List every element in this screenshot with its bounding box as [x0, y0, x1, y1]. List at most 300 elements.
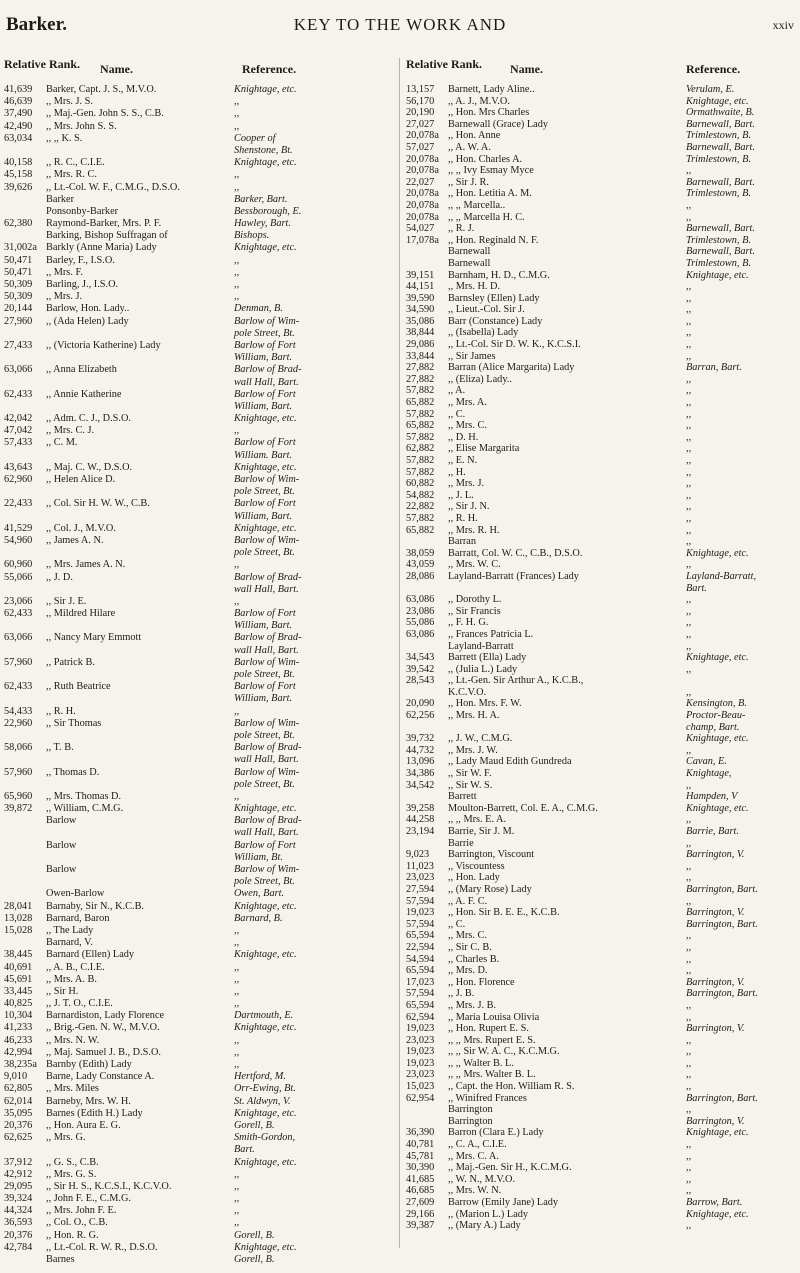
reference-cell: William, Bart.	[234, 352, 293, 364]
rank-cell: 19,023	[406, 1057, 435, 1069]
name-cell: ,, R. J.	[448, 223, 475, 235]
reference-cell: ,,	[234, 1034, 240, 1046]
entry-row	[4, 157, 394, 169]
entry-row	[406, 1151, 796, 1163]
name-cell: ,, Hon. Anne	[448, 130, 501, 142]
entry-row	[4, 340, 394, 352]
name-cell: Barnett, Lady Aline..	[448, 84, 535, 95]
entry-row	[406, 594, 796, 606]
name-cell: ,, Dorothy L.	[448, 594, 502, 606]
entry-row	[4, 450, 394, 462]
entry-row	[406, 838, 796, 850]
reference-cell: Knightage, etc.	[234, 1241, 297, 1253]
entry-row	[406, 641, 796, 653]
rank-cell: 65,594	[406, 930, 435, 942]
reference-cell: Knightage, etc.	[234, 949, 297, 961]
rank-cell: 33,445	[4, 985, 33, 997]
rank-cell: 57,882	[406, 466, 435, 478]
entry-row	[406, 536, 796, 548]
reference-cell: ,,	[686, 744, 692, 756]
reference-cell: Barlow of Wim-	[234, 717, 300, 729]
rank-cell: 45,691	[4, 973, 33, 985]
reference-cell: ,,	[686, 1069, 692, 1081]
name-cell: ,, A. B., C.I.E.	[46, 961, 105, 973]
rank-cell: 57,882	[406, 385, 435, 397]
rank-cell: 65,960	[4, 790, 33, 802]
rank-cell: 29,086	[406, 339, 435, 351]
name-cell: ,, Lt.-Col. W. F., C.M.G., D.S.O.	[46, 181, 180, 193]
name-cell: ,, Sir J. R.	[448, 176, 489, 188]
rank-cell: 62,805	[4, 1083, 33, 1095]
reference-cell: wall Hall, Bart.	[234, 583, 299, 595]
reference-cell: ,,	[686, 443, 692, 455]
name-cell: ,, Mrs. C.	[448, 420, 487, 432]
entry-row	[406, 872, 796, 884]
reference-cell: William, Bart.	[234, 510, 293, 522]
entry-row	[406, 362, 796, 374]
entry-row	[4, 949, 394, 961]
reference-cell: Bishops.	[234, 230, 270, 242]
name-cell: Barnardiston, Lady Florence	[46, 1010, 165, 1022]
name-cell: ,, Mrs. J. B.	[448, 999, 497, 1011]
reference-cell: Barlow of Fort	[234, 339, 296, 351]
rank-cell: 20,376	[4, 1229, 33, 1241]
rank-cell: 50,471	[4, 254, 33, 266]
entry-row	[4, 389, 394, 401]
name-cell: ,, Sir James	[448, 350, 496, 362]
rank-cell: 42,912	[4, 1168, 33, 1180]
name-cell: Barnard, Baron	[46, 912, 110, 924]
entry-row	[4, 1022, 394, 1034]
name-cell: ,, J. T. O., C.I.E.	[46, 998, 113, 1010]
reference-cell: Trimlestown, B.	[686, 234, 751, 246]
entry-row	[406, 1127, 796, 1139]
name-cell: ,, Lt.-Col. Sir D. W. K., K.C.S.I.	[448, 339, 581, 351]
name-cell: ,, C. A., C.I.E.	[448, 1139, 507, 1151]
rank-cell: 38,844	[406, 327, 435, 339]
rank-cell: 37,912	[4, 1156, 33, 1168]
rank-cell: 28,041	[4, 900, 33, 912]
rank-cell: 13,157	[406, 84, 435, 95]
name-cell: Barne, Lady Constance A.	[46, 1071, 155, 1083]
entry-row	[406, 583, 796, 595]
rank-cell: 63,086	[406, 594, 435, 606]
name-cell: Barrett (Ella) Lady	[448, 652, 527, 664]
reference-cell: ,,	[686, 373, 692, 385]
rank-cell: 57,960	[4, 766, 33, 778]
name-cell: Barnewall	[448, 257, 491, 269]
name-cell: ,, Mrs. H. D.	[448, 281, 501, 293]
entry-row	[4, 145, 394, 157]
reference-cell: ,,	[686, 339, 692, 351]
name-cell: ,, ,, Marcella..	[448, 199, 506, 211]
reference-cell: ,,	[234, 1193, 240, 1205]
name-cell: ,, Sir Francis	[448, 605, 501, 617]
reference-cell: Hawley, Bart.	[234, 218, 291, 230]
name-cell: ,, Mrs. G.	[46, 1132, 86, 1144]
rank-cell: 23,066	[4, 595, 33, 607]
rank-cell: 23,086	[406, 605, 435, 617]
rank-cell: 22,882	[406, 501, 435, 513]
reference-cell: Barlow of Fort	[234, 839, 296, 851]
entry-row	[4, 169, 394, 181]
reference-cell: pole Street, Bt.	[234, 547, 295, 559]
entry-row	[4, 413, 394, 425]
entry-row	[406, 443, 796, 455]
rank-cell: 63,066	[4, 632, 33, 644]
rank-cell: 20,190	[406, 107, 435, 119]
name-cell: Barran (Alice Margarita) Lady	[448, 362, 575, 374]
entry-row	[4, 535, 394, 547]
rank-cell: 40,781	[406, 1139, 435, 1151]
name-cell: ,, Mrs. John F. E.	[46, 1205, 117, 1217]
reference-cell: Orr-Ewing, Bt.	[234, 1083, 296, 1095]
rank-cell: 9,023	[406, 849, 430, 861]
rank-cell: 54,027	[406, 223, 435, 235]
entry-row	[406, 96, 796, 108]
reference-cell: Barrington, V.	[686, 1115, 745, 1127]
name-cell: Barrow (Emily Jane) Lady	[448, 1197, 559, 1208]
reference-cell: Barrington, Bart.	[686, 1092, 758, 1104]
rank-cell: 57,594	[406, 895, 435, 907]
rank-cell: 39,590	[406, 292, 435, 304]
reference-cell: Knightage, etc.	[686, 802, 749, 814]
name-cell: ,, Lady Maud Edith Gundreda	[448, 756, 572, 768]
entry-row	[4, 1157, 394, 1169]
rank-cell: 20,078a	[406, 130, 439, 142]
entry-row	[4, 377, 394, 389]
name-cell: ,, Annie Katherine	[46, 388, 122, 400]
entry-row	[406, 212, 796, 224]
reference-cell: Dartmouth, E.	[234, 1010, 294, 1022]
reference-cell: Knightage, etc.	[686, 1127, 749, 1139]
name-cell: ,, C.	[448, 918, 466, 930]
reference-cell: ,,	[686, 860, 692, 872]
reference-header: Reference.	[686, 62, 741, 76]
name-cell: K.C.V.O.	[448, 686, 487, 698]
entry-row	[406, 119, 796, 131]
entry-row	[4, 669, 394, 681]
entry-row	[406, 270, 796, 282]
entry-row	[4, 1242, 394, 1254]
reference-cell: ,,	[686, 686, 692, 698]
reference-cell: pole Street, Bt.	[234, 876, 295, 888]
entry-row	[406, 803, 796, 815]
name-cell: Raymond-Barker, Mrs. P. F.	[46, 218, 162, 230]
reference-cell: Knightage, etc.	[234, 803, 297, 815]
entry-row	[406, 884, 796, 896]
entry-row	[406, 1035, 796, 1047]
name-cell: ,, F. H. G.	[448, 617, 489, 629]
reference-cell: Barrington, V.	[686, 907, 745, 919]
rank-cell: 50,471	[4, 266, 33, 278]
name-cell: ,, ,, Mrs. Rupert E. S.	[448, 1034, 536, 1046]
name-cell: Barrett	[448, 791, 477, 803]
rank-cell: 46,639	[4, 96, 33, 108]
rank-cell: 55,086	[406, 617, 435, 629]
entry-row	[4, 632, 394, 644]
rank-cell: 62,433	[4, 681, 33, 693]
entry-row	[4, 986, 394, 998]
name-cell: ,, Viscountess	[448, 860, 505, 872]
reference-cell: William, Bart.	[234, 620, 293, 632]
name-cell: ,, Helen Alice D.	[46, 474, 116, 485]
entry-row	[4, 437, 394, 449]
entry-row	[4, 1205, 394, 1217]
reference-cell: ,,	[686, 350, 692, 362]
entry-row	[4, 547, 394, 559]
name-cell: ,, Patrick B.	[46, 656, 95, 668]
name-cell: ,, Mrs. R. C.	[46, 169, 97, 181]
rank-cell: 40,825	[4, 998, 33, 1010]
entry-row	[406, 316, 796, 328]
reference-cell: Hampden, V	[686, 791, 738, 803]
rank-cell: 41,233	[4, 1022, 33, 1034]
rank-cell: 19,023	[406, 1046, 435, 1058]
entry-row	[406, 165, 796, 177]
name-cell: Barrington, Viscount	[448, 849, 535, 861]
rank-cell: 17,078a	[406, 234, 439, 246]
name-cell: Owen-Barlow	[46, 888, 105, 900]
name-cell: Barnes	[46, 1254, 75, 1265]
rank-cell: 27,960	[4, 315, 33, 327]
name-cell: ,, R. H.	[448, 512, 478, 524]
reference-cell: Barlow of Wim-	[234, 656, 300, 668]
name-cell: Barrington	[448, 1104, 493, 1116]
rank-cell: 23,023	[406, 872, 435, 884]
name-cell: ,, Anna Elizabeth	[46, 364, 117, 376]
entry-row	[406, 84, 796, 96]
name-cell: Barker	[46, 193, 75, 205]
reference-cell: ,,	[686, 431, 692, 443]
reference-cell: ,,	[234, 998, 240, 1010]
name-cell: ,, C.	[448, 408, 466, 420]
name-cell: ,, Hon. Charles A.	[448, 153, 523, 165]
entry-row	[4, 1108, 394, 1120]
reference-cell: pole Street, Bt.	[234, 327, 295, 339]
name-cell: ,, A. F. C.	[448, 895, 488, 907]
name-cell: ,, (Eliza) Lady..	[448, 373, 512, 385]
reference-cell: ,,	[686, 965, 692, 977]
entry-row	[4, 718, 394, 730]
name-cell: ,, Mrs. F.	[46, 266, 83, 278]
reference-cell: Barlow of Fort	[234, 498, 296, 510]
reference-cell: Trimlestown, B.	[686, 257, 751, 269]
entry-row	[4, 108, 394, 120]
reference-cell: Barrington, V.	[686, 1023, 745, 1035]
name-cell: ,, Hon. Sir B. E. E., K.C.B.	[448, 907, 560, 919]
name-header: Name.	[510, 62, 543, 76]
reference-cell: William, Bart.	[234, 400, 293, 412]
rank-cell: 20,144	[4, 303, 33, 315]
reference-cell: pole Street, Bt.	[234, 778, 295, 790]
reference-cell: St. Aldwyn, V.	[234, 1095, 291, 1107]
entry-row	[406, 200, 796, 212]
entry-row	[406, 930, 796, 942]
rank-cell: 9,010	[4, 1071, 28, 1083]
reference-cell: ,,	[686, 594, 692, 606]
reference-cell: Knightage, etc.	[234, 900, 297, 912]
reference-cell: ,,	[686, 1081, 692, 1093]
entry-row	[406, 907, 796, 919]
rank-cell: 23,023	[406, 1034, 435, 1046]
reference-cell: ,,	[686, 605, 692, 617]
name-cell: ,, Sir J. E.	[46, 595, 87, 607]
rank-cell: 30,390	[406, 1162, 435, 1174]
reference-cell: ,,	[686, 501, 692, 513]
reference-cell: Barrington, Bart.	[686, 988, 758, 1000]
name-cell: ,, ,, Marcella H. C.	[448, 211, 525, 223]
entry-row	[406, 490, 796, 502]
reference-cell: champ, Bart.	[686, 721, 740, 733]
reference-cell: ,,	[686, 292, 692, 304]
reference-cell: ,,	[234, 1217, 240, 1229]
entry-row	[406, 409, 796, 421]
name-cell: ,, J. L.	[448, 489, 474, 501]
reference-cell: ,,	[686, 640, 692, 652]
reference-cell: Gorell, B.	[234, 1119, 275, 1131]
rank-cell: 33,844	[406, 350, 435, 362]
rank-cell: 39,542	[406, 663, 435, 675]
reference-cell: Knightage,	[686, 768, 732, 780]
name-cell: ,, T. B.	[46, 742, 74, 754]
entry-row	[4, 1047, 394, 1059]
entry-row	[406, 988, 796, 1000]
name-cell: ,, H.	[448, 466, 466, 478]
name-cell: Barling, J., I.S.O.	[46, 279, 119, 290]
reference-cell: Barlow of Brad-	[234, 571, 302, 583]
rank-cell: 57,960	[4, 656, 33, 668]
rank-cell: 11,023	[406, 860, 434, 872]
entry-row	[406, 606, 796, 618]
rank-cell: 62,625	[4, 1132, 33, 1144]
rank-cell: 29,095	[4, 1180, 33, 1192]
reference-cell: ,,	[686, 1104, 692, 1116]
entry-row	[406, 142, 796, 154]
entry-row	[406, 1185, 796, 1197]
entry-row	[406, 710, 796, 722]
name-cell: ,, Col. O., C.B.	[46, 1217, 108, 1229]
entry-row	[4, 1144, 394, 1156]
reference-cell: ,,	[686, 930, 692, 942]
entry-row	[406, 675, 796, 687]
rank-cell: 42,994	[4, 1046, 33, 1058]
entry-row	[406, 1046, 796, 1058]
reference-cell: ,,	[234, 1205, 240, 1217]
rank-cell: 43,059	[406, 559, 435, 571]
name-cell: ,, E. N.	[448, 455, 478, 466]
rank-cell: 34,543	[406, 652, 435, 664]
name-cell: ,, Sir C. B.	[448, 941, 492, 953]
reference-cell: Barrie, Bart.	[686, 826, 739, 837]
entry-row	[406, 467, 796, 479]
name-cell: ,, G. S., C.B.	[46, 1156, 99, 1168]
name-cell: ,, Ruth Beatrice	[46, 681, 111, 693]
rank-cell: 57,882	[406, 431, 435, 443]
entry-row	[4, 291, 394, 303]
name-cell: ,, A. J., M.V.O.	[448, 95, 510, 107]
rank-cell: 57,027	[406, 141, 435, 153]
reference-cell: William, Bt.	[234, 851, 283, 863]
reference-cell: Knightage, etc.	[234, 157, 297, 169]
entry-row	[406, 293, 796, 305]
reference-cell: Barrington, V.	[686, 849, 745, 861]
entry-row	[406, 339, 796, 351]
entry-row	[4, 1181, 394, 1193]
entry-row	[406, 351, 796, 363]
entry-row	[406, 513, 796, 525]
reference-cell: Gorell, B.	[234, 1254, 275, 1265]
name-cell: Barnewall (Grace) Lady	[448, 118, 549, 130]
rank-cell: 35,095	[4, 1107, 33, 1119]
entry-row	[406, 1220, 796, 1232]
entry-row	[406, 235, 796, 247]
reference-cell: ,,	[686, 408, 692, 420]
entry-row	[406, 548, 796, 560]
entry-row	[406, 223, 796, 235]
name-cell: Barlow, Hon. Lady..	[46, 303, 130, 315]
reference-cell: ,,	[234, 169, 240, 181]
name-cell: ,, Mrs. C.	[448, 930, 487, 942]
reference-cell: Barlow of Wim-	[234, 534, 300, 546]
name-cell: ,, ,, Sir W. A. C., K.C.M.G.	[448, 1046, 560, 1058]
name-cell: ,, Mrs. John S. S.	[46, 120, 117, 132]
entry-row	[406, 281, 796, 293]
entry-row	[4, 121, 394, 133]
name-cell: ,, Frances Patricia L.	[448, 628, 534, 640]
reference-cell: Knightage, etc.	[686, 1208, 749, 1220]
entry-row	[4, 364, 394, 376]
name-cell: ,, The Lady	[46, 924, 94, 936]
name-cell: ,, J. D.	[46, 571, 73, 583]
reference-cell: Bessborough, E.	[234, 205, 302, 217]
rank-cell: 13,028	[4, 912, 33, 924]
reference-cell: ,,	[686, 663, 692, 675]
name-cell: ,, John F. E., C.M.G.	[46, 1193, 131, 1205]
reference-cell: Bart.	[686, 582, 707, 594]
reference-cell: ,,	[686, 895, 692, 907]
reference-cell: ,,	[686, 1139, 692, 1151]
entry-row	[4, 1083, 394, 1095]
entry-row	[406, 977, 796, 989]
rank-cell: 38,059	[406, 547, 435, 559]
reference-cell: William, Bart.	[234, 693, 293, 705]
rank-cell: 46,233	[4, 1034, 33, 1046]
entry-row	[4, 255, 394, 267]
reference-cell: Trimlestown, B.	[686, 153, 751, 165]
name-cell: ,, Maj.-Gen. John S. S., C.B.	[46, 108, 164, 120]
entry-row	[4, 815, 394, 827]
rank-cell: 57,882	[406, 408, 435, 420]
reference-cell: ,,	[686, 837, 692, 849]
name-cell: ,, J. W., C.M.G.	[448, 733, 513, 745]
entry-row	[406, 246, 796, 258]
name-cell: ,, (Isabella) Lady	[448, 327, 519, 339]
reference-cell: Knightage, etc.	[686, 269, 749, 281]
name-cell: Layland-Barratt	[448, 640, 514, 652]
rank-cell: 46,685	[406, 1185, 435, 1197]
entry-row	[4, 474, 394, 486]
rank-cell: 31,002a	[4, 242, 37, 254]
rank-cell: 62,014	[4, 1095, 33, 1107]
reference-cell: ,,	[686, 617, 692, 629]
reference-cell: ,,	[234, 254, 240, 266]
entry-row	[4, 913, 394, 925]
entry-row	[406, 1093, 796, 1105]
reference-cell: ,,	[234, 985, 240, 997]
reference-cell: ,,	[686, 420, 692, 432]
reference-cell: Cavan, E.	[686, 756, 727, 768]
